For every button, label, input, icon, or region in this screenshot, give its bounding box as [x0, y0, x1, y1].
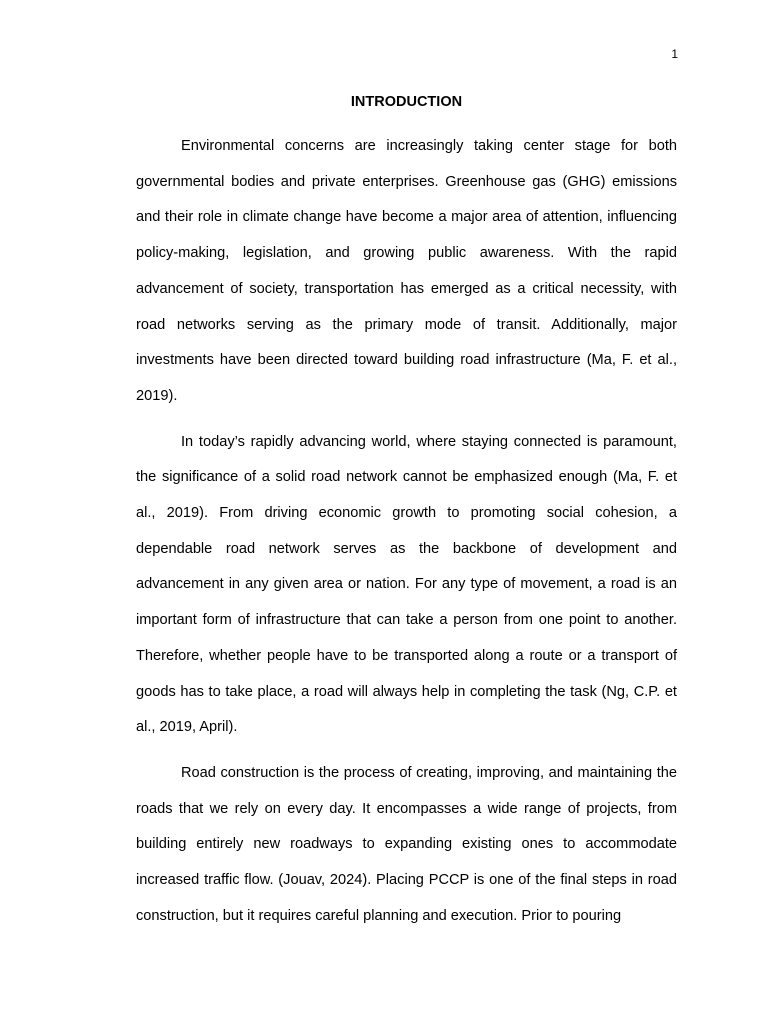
section-heading: INTRODUCTION	[350, 94, 463, 110]
paragraph: Road construction is the process of creating, improving, and maintaining the roads that we rely on every day. It encompasses a wide range of projects, from building entirely new roadways to expanding existing ones to accommodate increased traffic flow. (Jouav, 2024). Placing PCCP is one of the final steps in road construction, but it requires careful planning and execution. Prior to pouring	[136, 764, 677, 924]
body-text	[136, 129, 677, 944]
page-number: 1	[671, 47, 678, 61]
paragraph: In today’s rapidly advancing world, where staying connected is paramount, the significance of a solid road network cannot be emphasized enough (Ma, F. et al., 2019). From driving economic growth to promoting social cohesion, a dependable road network serves as the backbone of development and advancement in any given area or nation. For any type of movement, a road is an important form of infrastructure that can take a person from one point to another. Therefore, whether people have to be transported along a route or a transport of goods has to take place, a road will always help in completing the task (Ng, C.P. et al., 2019, April).	[136, 433, 677, 736]
paragraph: Environmental concerns are increasingly taking center stage for both governmental bodies and private enterprises. Greenhouse gas (GHG) emissions and their role in climate change have become a major area of attention, influencing policy-making, legislation, and growing public awareness. With the rapid advancement of society, transportation has emerged as a critical necessity, with road networks serving as the primary mode of transit. Additionally, major investments have been directed toward building road infrastructure (Ma, F. et al., 2019).	[136, 138, 677, 404]
